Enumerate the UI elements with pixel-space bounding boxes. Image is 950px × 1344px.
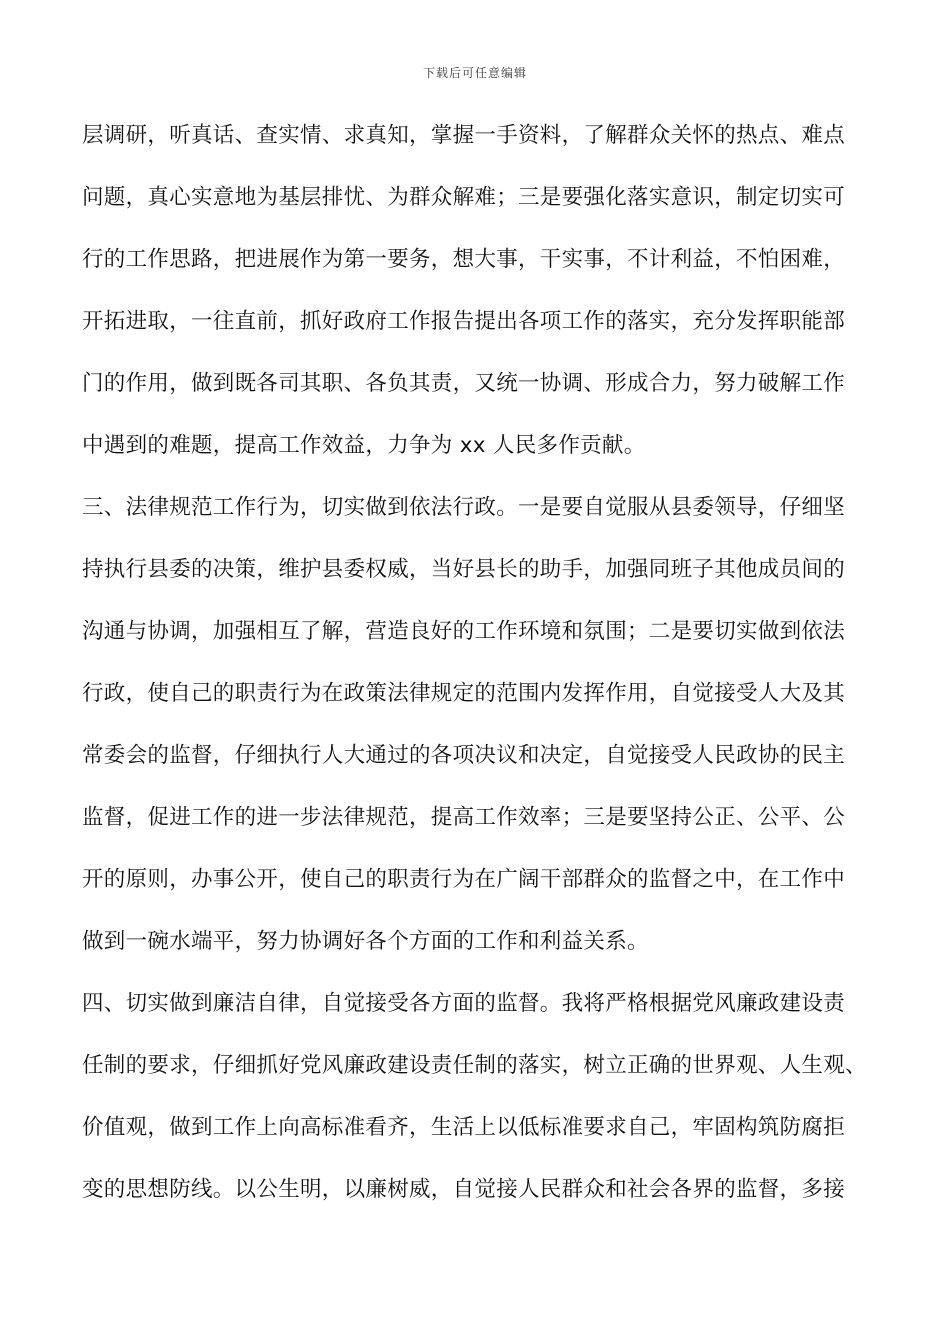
- section-four-heading-line: 四、切实做到廉洁自律，自觉接受各方面的监督。我将严格根据党风廉政建设责: [82, 991, 846, 1016]
- text-line: 开拓进取，一往直前，抓好政府工作报告提出各项工作的落实，充分发挥职能部: [82, 309, 846, 334]
- text-line: 中遇到的难题，提高工作效益，力争为 xx 人民多作贡献。: [82, 433, 646, 458]
- text-line: 价值观，做到工作上向高标准看齐，生活上以低标准要求自己，牢固构筑防腐拒: [82, 1115, 846, 1140]
- text-line: 常委会的监督，仔细执行人大通过的各项决议和决定，自觉接受人民政协的民主: [82, 743, 846, 768]
- text-line: 开的原则，办事公开，使自己的职责行为在广阔干部群众的监督之中，在工作中: [82, 867, 846, 892]
- text-line: 沟通与协调，加强相互了解，营造良好的工作环境和氛围；二是要切实做到依法: [82, 619, 846, 644]
- text-line: 问题，真心实意地为基层排忧、为群众解难；三是要强化落实意识，制定切实可: [82, 185, 846, 210]
- text-line: 监督，促进工作的进一步法律规范，提高工作效率；三是要坚持公正、公平、公: [82, 805, 846, 830]
- text-line: 变的思想防线。以公生明，以廉树威，自觉接人民群众和社会各界的监督，多接: [82, 1177, 846, 1202]
- section-three-heading-line: 三、法律规范工作行为，切实做到依法行政。一是要自觉服从县委领导，仔细坚: [82, 495, 846, 520]
- text-line: 层调研，听真话、查实情、求真知，掌握一手资料，了解群众关怀的热点、难点: [82, 123, 846, 148]
- page-header-note: 下载后可任意编辑: [422, 66, 527, 80]
- text-line: 门的作用，做到既各司其职、各负其责，又统一协调、形成合力，努力破解工作: [82, 371, 846, 396]
- text-line: 持执行县委的决策，维护县委权威，当好县长的助手，加强同班子其他成员间的: [82, 557, 846, 582]
- text-line: 行政，使自己的职责行为在政策法律规定的范围内发挥作用，自觉接受人大及其: [82, 681, 846, 706]
- text-line: 任制的要求，仔细抓好党风廉政建设责任制的落实，树立正确的世界观、人生观、: [82, 1053, 867, 1078]
- text-line: 行的工作思路，把进展作为第一要务，想大事，干实事，不计利益，不怕困难，: [82, 247, 846, 272]
- text-line: 做到一碗水端平，努力协调好各个方面的工作和利益关系。: [82, 929, 649, 954]
